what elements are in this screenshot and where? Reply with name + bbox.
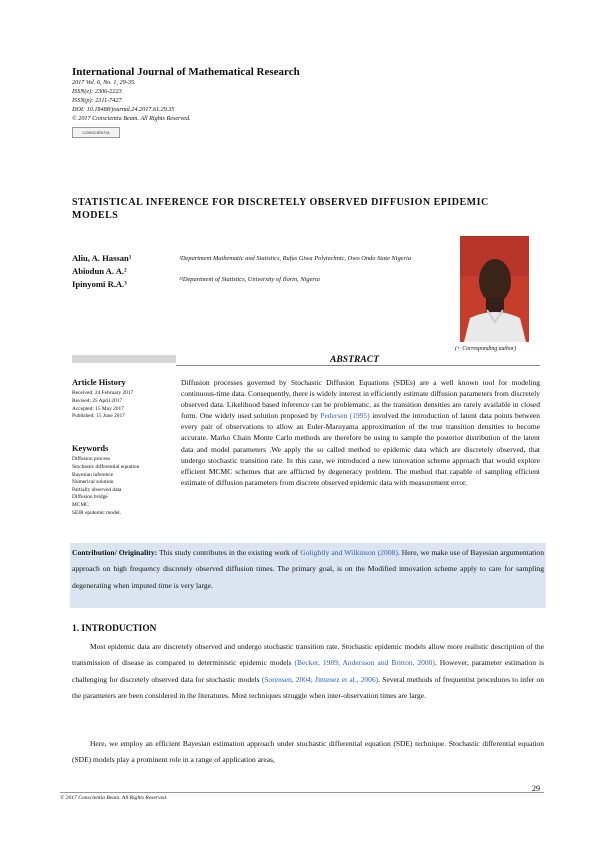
keywords-heading: Keywords [72,444,109,453]
keyword-item: Diffusion bridge [72,494,108,500]
abstract-text-a: Diffusion processes governed by Stochastic Diffusion Equations (SDEs) are a well known tool for modeling continuous-time data. Consequently, there is widely interest in efficiently estimate diffusion parameters from discretely observed data. Likelihood based inference can be problematic, as the transition densities are rarely available in closed form. One widely used solution proposed by [181,378,540,421]
keyword-item: Bayesian inference [72,472,114,478]
contribution-text-b: . Here, we make use of Bayesian argumentation approach on high frequency discretely observed diffusion times. The primary goal, is on the Modified innovation scheme apply to care for sampling degenerating when imputed time is very large. [72,548,544,590]
author-1: Aliu, A. Hassan¹ [72,253,132,263]
page-number: 29 [532,784,540,793]
citation-link-golightly[interactable]: Golightly and Wilkinson (2008) [300,548,398,557]
sidebar-bar [72,355,176,363]
journal-title: International Journal of Mathematical Research [72,66,300,78]
citation-link-pedersen[interactable]: Pedersen (1995) [320,411,370,421]
keyword-item: MCMC [72,502,89,508]
abstract-body [181,377,540,488]
intro-text-a: Most epidemic data are discretely observed and undergo stochastic transition rate. Stochastic epidemic models allow more realistic description of the transmission of disease as compared to deterministic epidemic models [72,642,544,668]
intro-paragraph-1 [72,639,544,705]
citation-link-sorensen[interactable]: (Sorensen, 2004; Jimenez et al., 2006) [261,674,379,684]
paper-title: STATISTICAL INFERENCE FOR DISCRETELY OBSERVED DIFFUSION EPIDEMIC MODELS [72,197,489,221]
abstract-rule [176,365,540,366]
doi-line: DOI: 10.18488/journal.24.2017.61.29.35 [72,106,175,113]
keyword-item: SEIR epidemic model. [72,510,121,516]
abstract-heading: ABSTRACT [330,354,380,365]
photo-caption: (+ Corresponding author) [455,346,517,352]
author-photo [460,236,529,342]
contribution-text-a: This study contributes in the existing work of [157,548,301,557]
publisher-logo: CONSCIENTIA [72,127,120,138]
intro-text-b: . However, parameter estimation is challenging for discretely observed data for stochastic models [72,658,544,684]
keyword-item: Diffusion process [72,456,111,462]
keyword-item: Numerical solution [72,479,114,485]
section-heading: 1. INTRODUCTION [72,624,157,634]
received-date: Received: 24 February 2017 [72,390,134,396]
accepted-date: Accepted: 15 May 2017 [72,406,124,412]
published-date: Published: 15 June 2017 [72,413,125,419]
contribution-text [72,545,544,594]
issn-e-line: ISSN(e): 2306-2223 [72,88,122,95]
volume-line: 2017 Vol. 6, No. 1, 29-35. [72,79,136,86]
keyword-item: Stochastic differential equation [72,464,140,470]
abstract-text-b: involved the introduction of latent data points between every pair of observations to allow an Euler-Maruyama approximation of the true transition densities to become accurate. Marko Chain Monte Carlo methods are therefore be using to sample the posterior distribution of the latent data and model parameters .We apply the so called method to epidemic data which are discretely observed, that undergo stochastic transition rate. In this case, we introduced a new innovation scheme approach that would explore efficient MCMC schemes that are afflicted by degeneracy problem. The method that capable of sampling efficient estimate of diffusion parameters from discrete observed epidemic data with measurement error. [181,411,540,487]
article-history-heading: Article History [72,378,126,387]
footer-rule [60,792,544,793]
intro-paragraph-2: Here, we employ an efficient Bayesian estimation approach under stochastic differential equation (SDE) technique. Stochastic differential equation (SDE) models play a prominent role in a range of application areas, [72,739,544,765]
affiliation-2: ²³Department of Statistics, University of Ilorin, Nigeria [179,276,320,283]
affiliation-1: ¹Department Mathematic and Statistics, Rufus Giwa Polytechnic, Owo Ondo State Nigeria [179,255,411,262]
author-2: Abiodun A. A.² [72,266,127,276]
revised-date: Revised: 25 April 2017 [72,398,123,404]
copyright-line: © 2017 Conscientia Beam. All Rights Reserved. [72,115,191,122]
author-3: Ipinyomi R.A.³ [72,279,127,289]
footer-copyright: © 2017 Conscientia Beam. All Rights Reserved. [60,795,168,801]
contribution-label: Contribution/ Originality: [72,548,158,557]
issn-p-line: ISSN(p): 2311-7427 [72,97,122,104]
keyword-item: Partially observed data [72,487,122,493]
citation-link-becker[interactable]: (Becker, 1989; Andersson and Britton, 2000) [294,658,435,668]
intro-text-c: . Several methods of frequentist procedures to infer on the parameters are been considered in the literatures. Most techniques struggle when inter-observation times are large. [72,674,544,701]
